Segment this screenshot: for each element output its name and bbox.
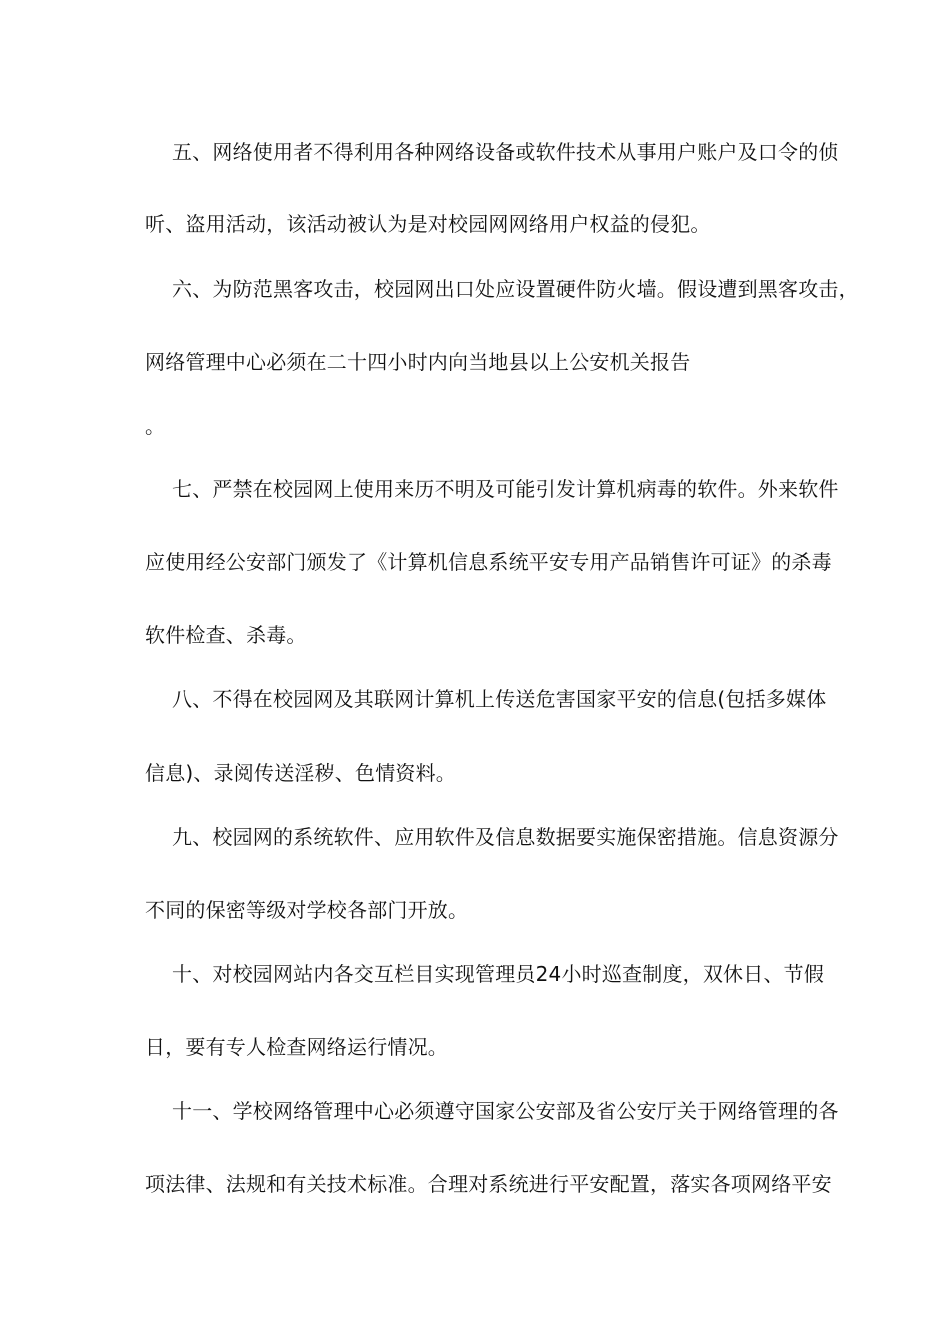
clause-7-line-2: 应使用经公安部门颁发了《计算机信息系统平安专用产品销售许可证》的杀毒 bbox=[145, 550, 832, 574]
clause-7-line-3: 软件检查、杀毒。 bbox=[145, 623, 307, 647]
clause-8-line-2: 信息)、录阅传送淫秽、色情资料。 bbox=[145, 761, 457, 785]
clause-6-line-2: 网络管理中心必须在二十四小时内向当地县以上公安机关报告 bbox=[145, 350, 691, 374]
clause-11-line-2: 项法律、法规和有关技术标准。合理对系统进行平安配置，落实各项网络平安 bbox=[145, 1172, 832, 1196]
clause-6-line-1: 六、为防范黑客攻击，校园网出口处应设置硬件防火墙。假设遭到黑客攻击， bbox=[172, 277, 859, 301]
clause-6-line-3: 。 bbox=[145, 414, 166, 438]
clause-10-line-1: 十、对校园网站内各交互栏目实现管理员24小时巡查制度，双休日、节假 bbox=[172, 962, 825, 986]
clause-11-line-1: 十一、学校网络管理中心必须遵守国家公安部及省公安厅关于网络管理的各 bbox=[172, 1099, 839, 1123]
clause-5-line-1: 五、网络使用者不得利用各种网络设备或软件技术从事用户账户及口令的侦 bbox=[172, 140, 839, 164]
clause-9-line-2: 不同的保密等级对学校各部门开放。 bbox=[145, 898, 469, 922]
clause-9-line-1: 九、校园网的系统软件、应用软件及信息数据要实施保密措施。信息资源分 bbox=[172, 825, 839, 849]
clause-10-line-2: 日，要有专人检查网络运行情况。 bbox=[145, 1035, 448, 1059]
clause-7-line-1: 七、严禁在校园网上使用来历不明及可能引发计算机病毒的软件。外来软件 bbox=[172, 477, 839, 501]
clause-8-line-1: 八、不得在校园网及其联网计算机上传送危害国家平安的信息(包括多媒体 bbox=[172, 687, 827, 711]
clause-5-line-2: 听、盗用活动，该活动被认为是对校园网网络用户权益的侵犯。 bbox=[145, 212, 711, 236]
